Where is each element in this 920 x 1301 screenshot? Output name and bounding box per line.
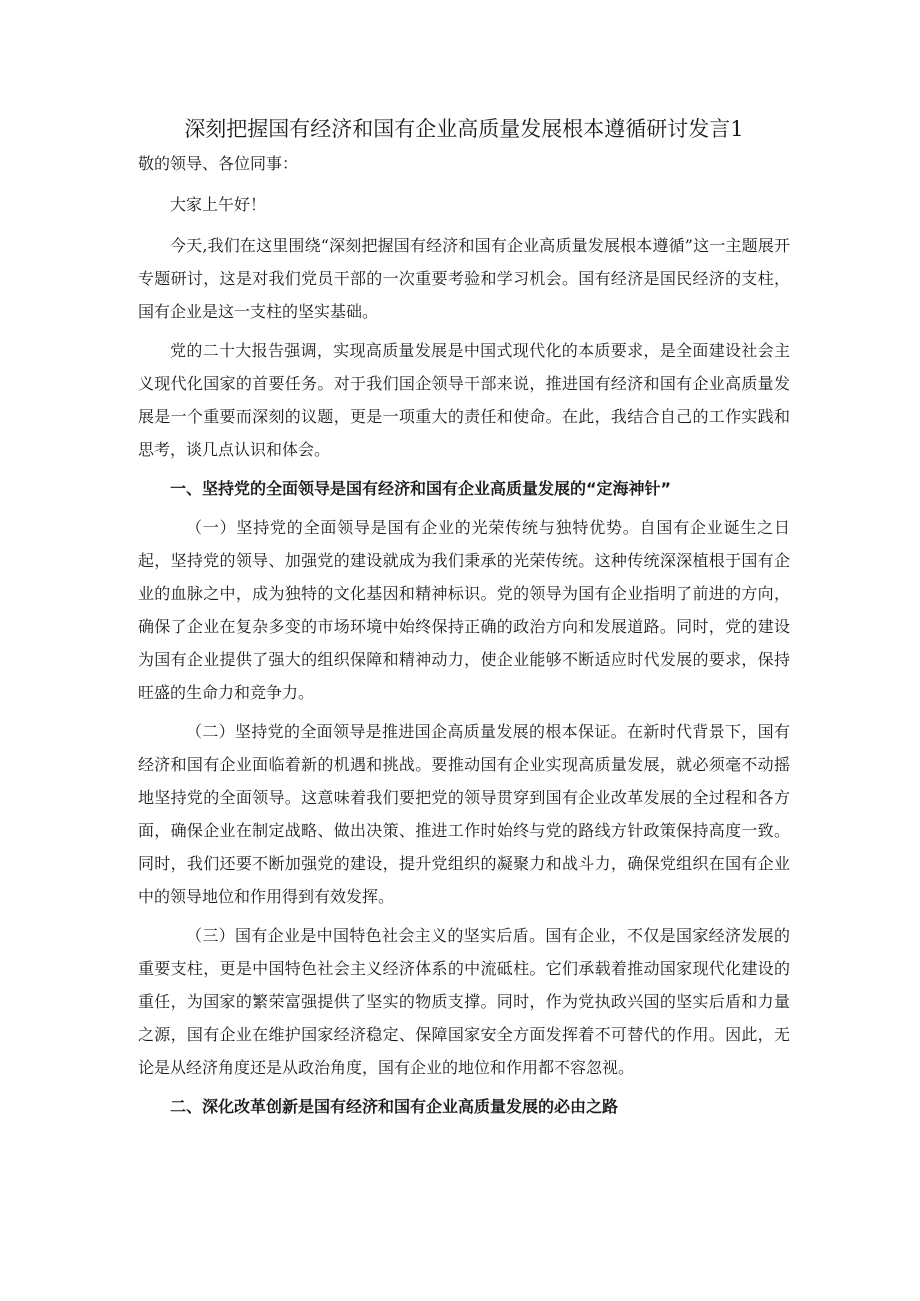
document-title: 深刻把握国有经济和国有企业高质量发展根本遵循研讨发言1 bbox=[184, 117, 744, 141]
greeting: 大家上午好！ bbox=[170, 195, 267, 214]
section-1-paragraph-1: （一）坚持党的全面领导是国有企业的光荣传统与独特优势。自国有企业诞生之日起，坚持党的领导、加强党的建设就成为我们秉承的光荣传统。这种传统深深植根于国有企业的血脉之中，成为独特的文化基因和精神标识。党的领导为国有企业指明了前进的方向，确保了企业在复杂多变的市场环境中始终保持正确的政治方向和发展道路。同时，党的建设为国有企业提供了强大的组织保障和精神动力，使企业能够不断适应时代发展的要求，保持旺盛的生命力和竞争力。 bbox=[138, 518, 790, 702]
section-1-paragraph-3: （三）国有企业是中国特色社会主义的坚实后盾。国有企业，不仅是国家经济发展的重要支柱，更是中国特色社会主义经济体系的中流砥柱。它们承载着推动国家现代化建设的重任，为国家的繁荣富强提供了坚实的物质支撑。同时，作为党执政兴国的坚实后盾和力量之源，国有企业在维护国家经济稳定、保障国家安全方面发挥着不可替代的作用。因此，无论是从经济角度还是从政治角度，国有企业的地位和作用都不容忽视。 bbox=[138, 926, 790, 1077]
intro-paragraph-2: 党的二十大报告强调，实现高质量发展是中国式现代化的本质要求，是全面建设社会主义现代化国家的首要任务。对于我们国企领导干部来说，推进国有经济和国有企业高质量发展是一个重要而深刻的议题，更是一项重大的责任和使命。在此，我结合自己的工作实践和思考，谈几点认识和体会。 bbox=[138, 341, 790, 459]
section-2-heading: 二、深化改革创新是国有经济和国有企业高质量发展的必由之路 bbox=[170, 1097, 619, 1116]
document-body bbox=[138, 114, 790, 1129]
intro-paragraph-1: 今天,我们在这里围绕“深刻把握国有经济和国有企业高质量发展根本遵循”这一主题展开专题研讨，这是对我们党员干部的一次重要考验和学习机会。国有经济是国民经济的支柱，国有企业是这一支柱的坚实基础。 bbox=[138, 236, 790, 321]
salutation: 敬的领导、各位同事： bbox=[138, 154, 299, 173]
section-1-paragraph-2: （二）坚持党的全面领导是推进国企高质量发展的根本保证。在新时代背景下，国有经济和国有企业面临着新的机遇和挑战。要推动国有企业实现高质量发展，就必须毫不动摇地坚持党的全面领导。这意味着我们要把党的领导贯穿到国有企业改革发展的全过程和各方面，确保企业在制定战略、做出决策、推进工作时始终与党的路线方针政策保持高度一致。同时，我们还要不断加强党的建设，提升党组织的凝聚力和战斗力，确保党组织在国有企业中的领导地位和作用得到有效发挥。 bbox=[138, 722, 790, 906]
section-1-heading: 一、坚持党的全面领导是国有经济和国有企业高质量发展的“定海神针” bbox=[170, 479, 672, 498]
